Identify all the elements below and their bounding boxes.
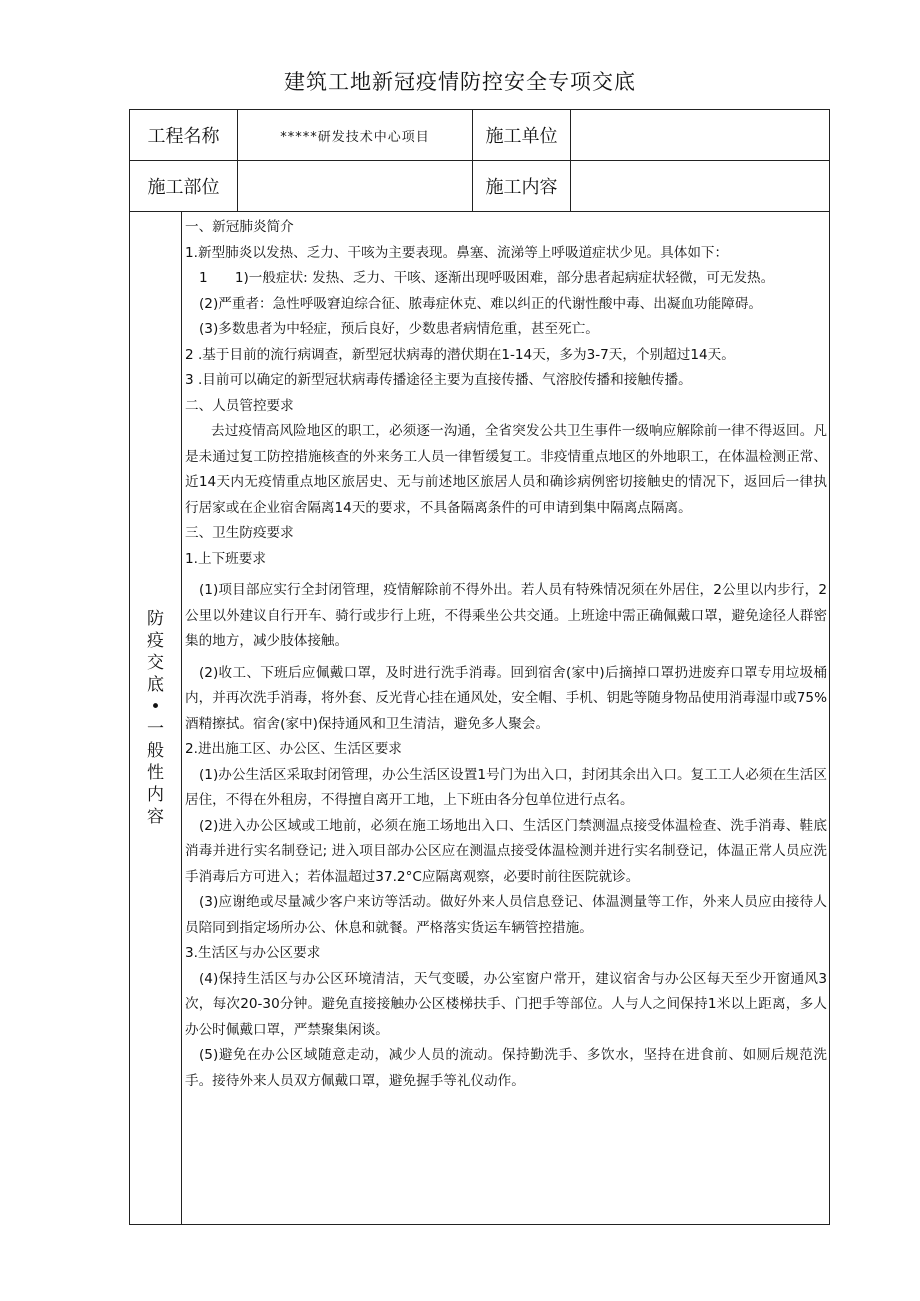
section-1-item-3: 3 .目前可以确定的新型冠状病毒传播途径主要为直接传播、气溶胶传播和接触传播。 <box>185 372 692 388</box>
side-label: 防疫交底•一般性内容 <box>147 609 164 827</box>
document-title: 建筑工地新冠疫情防控安全专项交底 <box>284 70 636 94</box>
section-3-1-item-b: (2)收工、下班后应佩戴口罩，及时进行洗手消毒。回到宿舍(家中)后摘掉口罩扔进废弃口罩专用垃圾桶内，并再次洗手消毒，将外套、反光背心挂在通风处，安全帽、手机、钥匙等随身物品使用消毒湿巾或75%酒精擦拭。宿舍(家中)保持通风和卫生清洁，避免多人聚会。 <box>185 664 827 732</box>
section-1-title: 一、新冠肺炎简介 <box>185 219 294 235</box>
section-3-2-item-a: (1)办公生活区采取封闭管理，办公生活区设置1号门为出入口，封闭其余出入口。复工工人必须在生活区居住，不得在外租房，不得擅自离开工地，上下班由各分包单位进行点名。 <box>185 766 827 808</box>
section-3-title: 三、卫生防疫要求 <box>185 525 294 541</box>
section-1-item-1-c: (3)多数患者为中轻症，预后良好，少数患者病情危重，甚至死亡。 <box>199 321 599 337</box>
section-1-item-1: 1.新型肺炎以发热、乏力、干咳为主要表现。鼻塞、流涕等上呼吸道症状少见。具体如下： <box>185 244 729 261</box>
project-name-label: 工程名称 <box>147 126 220 147</box>
section-3-2-title: 2.进出施工区、办公区、生活区要求 <box>185 741 402 757</box>
construction-part-value <box>238 161 472 211</box>
section-3-2-item-b: (2)进入办公区域或工地前，必须在施工场地出入口、生活区门禁测温点接受体温检查、洗手消毒、鞋底消毒并进行实名制登记; 进入项目部办公区应在测温点接受体温检测并进行实名制登记，体温正常人员应洗手消毒后方可进入；若体温超过37.2°C应隔离观察，必要时前往医院就诊。 <box>185 817 827 885</box>
section-3-3-item-b: (5)避免在办公区域随意走动，减少人员的流动。保持勤洗手、多饮水，坚持在进食前、如厕后规范洗手。接待外来人员双方佩戴口罩，避免握手等礼仪动作。 <box>185 1047 827 1089</box>
construction-unit-label: 施工单位 <box>485 126 558 147</box>
project-name-value: *****研发技术中心项目 <box>280 129 430 145</box>
section-1-item-2: 2 .基于目前的流行病调查，新型冠状病毒的潜伏期在1-14天，多为3-7天，个别超过14天。 <box>185 346 735 363</box>
section-1-item-1-a: 1 1)一般症状: 发热、乏力、干咳、逐渐出现呼吸困难，部分患者起病症状轻微，可无发热。 <box>199 270 775 286</box>
section-3-3-item-a: (4)保持生活区与办公区环境清洁，天气变暖，办公室窗户常开，建议宿舍与办公区每天至少开窗通风3次，每次20-30分钟。避免直接接触办公区楼梯扶手、门把手等部位。人与人之间保持1米以上距离，多人办公时佩戴口罩，严禁聚集闲谈。 <box>185 970 827 1038</box>
section-3-1-title: 1.上下班要求 <box>185 550 266 567</box>
side-label-cell <box>130 212 181 1224</box>
construction-content-label: 施工内容 <box>485 177 558 198</box>
construction-unit-value <box>571 110 829 160</box>
section-2-body: 去过疫情高风险地区的职工，必须逐一沟通，全省突发公共卫生事件一级响应解除前一律不得返回。凡是未通过复工防控措施核查的外来务工人员一律暂缓复工。非疫情重点地区的外地职工，在体温检测正常、近14天内无疫情重点地区旅居史、无与前述地区旅居人员和确诊病例密切接触史的情况下，返回后一律执行居家或在企业宿舍隔离14天的要求，不具备隔离条件的可申请到集中隔离点隔离。 <box>185 423 827 516</box>
section-3-2-item-c: (3)应谢绝或尽量减少客户来访等活动。做好外来人员信息登记、体温测量等工作，外来人员应由接待人员陪同到指定场所办公、休息和就餐。严格落实货运车辆管控措施。 <box>185 894 827 936</box>
disclosure-table <box>129 109 830 1225</box>
construction-content-value <box>571 161 829 211</box>
section-2-title: 二、人员管控要求 <box>185 397 294 414</box>
section-3-3-title: 3.生活区与办公区要求 <box>185 945 321 961</box>
disclosure-content <box>181 212 829 1094</box>
construction-part-label: 施工部位 <box>147 177 220 198</box>
section-1-item-1-b: (2)严重者：急性呼吸窘迫综合征、脓毒症休克、难以纠正的代谢性酸中毒、出凝血功能障碍。 <box>199 295 763 312</box>
section-3-1-item-a: (1)项目部应实行全封闭管理，疫情解除前不得外出。若人员有特殊情况须在外居住，2公里以内步行，2公里以外建议自行开车、骑行或步行上班，不得乘坐公共交通。上班途中需正确佩戴口罩，避免途径人群密集的地方，减少肢体接触。 <box>185 582 827 649</box>
